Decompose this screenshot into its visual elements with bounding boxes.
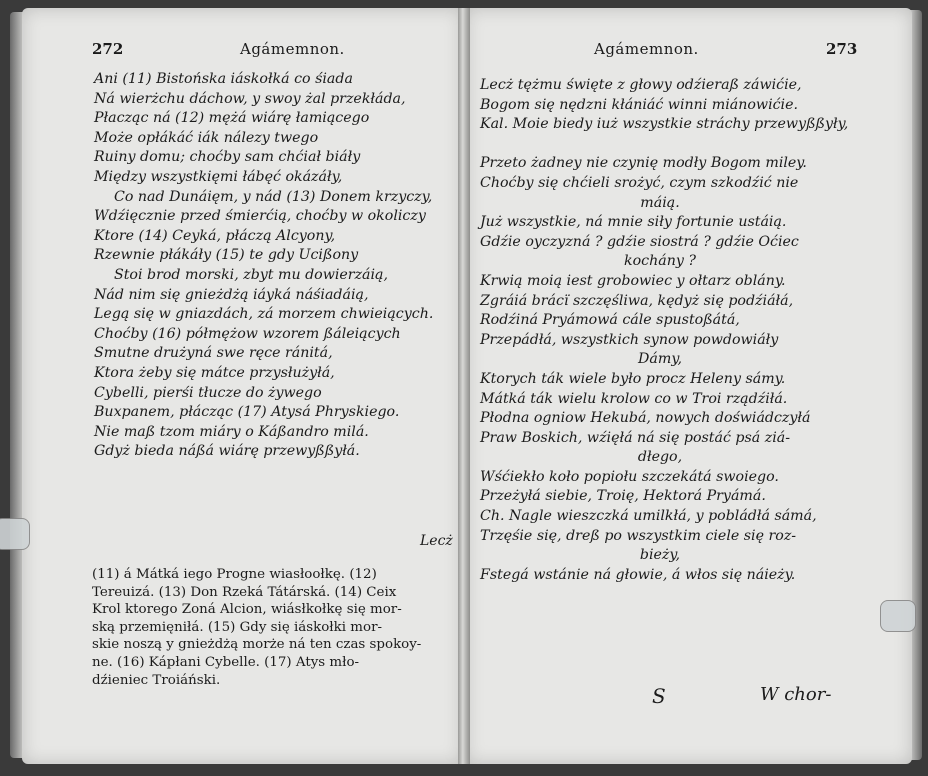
footnote-line: Tereuizá. (13) Don Rzeká Tátárská. (14) Ceix [92, 584, 397, 600]
right-verse-continuation: dłego, [637, 449, 683, 466]
footnote-line: Krol ktorego Zoná Alcion, wiásłkołkę się mor- [92, 602, 402, 618]
left-verse-line: Ná wierżchu dáchow, y swoy żal przekłáda, [94, 90, 406, 107]
right-verse-continuation: bieży, [639, 547, 681, 564]
left-verse-line: Może opłákáć iák nálezy twego [94, 129, 319, 146]
right-verse-line: Kal. Moie biedy iuż wszystkie stráchy przewyßßyły, [480, 116, 849, 133]
left-verse-line: Smutne drużyná swe ręce ránitá, [94, 345, 333, 362]
right-verse-line: Zgráiá brácï szczęśliwa, kędyż się podźiáłá, [480, 292, 794, 309]
left-catchword: Lecż [420, 533, 453, 549]
left-page-number: 272 [92, 40, 124, 58]
right-verse-continuation: Dámy, [638, 351, 682, 368]
left-verse-line: Legą się w gniazdách, zá morzem chwieiących. [94, 306, 434, 323]
footnote-line: dźieniec Troiáński. [92, 672, 221, 688]
left-footnotes [92, 566, 454, 689]
footnote-line: (11) á Mátká iego Progne wiasłoołkę. (12) [92, 567, 377, 582]
footnote-line: ską przemięniłá. (15) Gdy się iáskołki mor- [92, 619, 382, 635]
left-verse-line: Ani (11) Bistońska iáskołká co śiada [94, 71, 353, 87]
right-verse-line: Bogom się nędzni kłániáć winni miánowićie. [480, 96, 798, 113]
left-verse-line: Cybelli, pierśi tłucze do żywego [94, 384, 322, 401]
right-verse-line: Choćby się chćieli srożyć, czym szkodźić nie [480, 174, 799, 191]
right-verse-line: Ktorych ták wiele było procz Heleny sámy. [480, 370, 786, 387]
right-verse-line: Przeto żadney nie czynię modły Bogom miley. [480, 155, 807, 172]
right-verse-continuation: máią. [640, 194, 680, 211]
left-verse-line: Nie maß tzom miáry o Káßandro milá. [94, 423, 369, 440]
book-gutter [458, 8, 470, 764]
footnote-line: ne. (16) Kápłani Cybelle. (17) Atys mło- [92, 654, 360, 670]
right-verse-line: Ch. Nagle wieszczká umilkłá, y pobládłá sámá, [480, 508, 817, 525]
left-verse-line: Co nad Dunáięm, y nád (13) Donem krzyczy, [114, 188, 433, 205]
right-verse-line: Lecż tężmu święte z głowy odźieraß záwićie, [480, 77, 802, 93]
left-verse-line: Ruiny domu; choćby sam chćiał biáły [94, 149, 361, 166]
left-verse-block [94, 70, 433, 462]
signature-mark: S [652, 684, 666, 708]
right-verse-line: Fstegá wstánie ná głowie, á włos się náieży. [480, 566, 796, 583]
left-verse-line: Gdyż bieda náßá wiárę przewyßßyłá. [94, 443, 360, 460]
right-verse-line: Trzęśie się, dreß po wszystkim ciele się roz- [480, 527, 797, 544]
right-verse-continuation [480, 135, 840, 155]
right-verse-line: Przepádłá, wszystkich synow powdowiáły [480, 331, 779, 348]
right-page-number: 273 [826, 40, 858, 58]
left-running-head: Agámemnon. [240, 40, 345, 58]
left-page-clip [0, 518, 30, 550]
left-verse-line: Buxpanem, płácząc (17) Atysá Phryskiego. [94, 404, 400, 421]
right-verse-line: Wśćiekło koło popiołu szczekátá swoiego. [480, 468, 779, 485]
right-verse-line: Płodna ogniow Hekubá, nowych doświádczyłá [480, 410, 811, 427]
left-verse-line: Rzewnie płákáły (15) te gdy Ucißony [94, 247, 359, 264]
right-verse-continuation: kochány ? [624, 253, 696, 270]
left-verse-line: Wdźięcznie przed śmierćią, choćby w okoliczy [94, 208, 426, 225]
right-verse-line: Mátká ták wielu krolow co w Troi rządźiłá. [480, 390, 788, 407]
right-verse-line: Przeżyłá siebie, Troię, Hektorá Pryámá. [480, 488, 766, 505]
right-verse-line: Praw Boskich, wźięłá ná się postáć psá ziá- [480, 429, 790, 446]
right-verse-block [480, 76, 849, 585]
right-verse-line: Rodźiná Pryámowá cále spustoßátá, [480, 312, 740, 329]
right-verse-line: Gdźie oyczyzná ? gdźie siostrá ? gdźie Oćiec [480, 233, 799, 250]
right-running-head: Agámemnon. [594, 40, 699, 58]
left-verse-line: Płacząc ná (12) mężá wiárę łamiącego [94, 110, 370, 127]
left-verse-line: Ktore (14) Ceyká, płáczą Alcyony, [94, 227, 336, 244]
left-verse-line: Choćby (16) półmężow wzorem ßáleiących [94, 325, 401, 342]
left-verse-line: Między wszystkięmi łábęć okázáły, [94, 168, 343, 185]
left-verse-line: Ktora żeby się mátce przysłużyłá, [94, 364, 335, 381]
right-verse-line: Już wszystkie, ná mnie siły fortunie ustáią. [480, 214, 787, 231]
footnote-line: skie noszą y gnieżdżą morże ná ten czas spokoy- [92, 637, 422, 653]
right-verse-line: Krwią moią iest grobowiec y ołtarz oblány. [480, 272, 786, 289]
left-verse-line: Stoi brod morski, zbyt mu dowierzáią, [114, 266, 389, 283]
right-catchword: W chor- [760, 684, 832, 705]
left-verse-line: Nád nim się gnieżdżą iáyká náśiadáią, [94, 286, 369, 303]
right-page-clip [880, 600, 916, 632]
